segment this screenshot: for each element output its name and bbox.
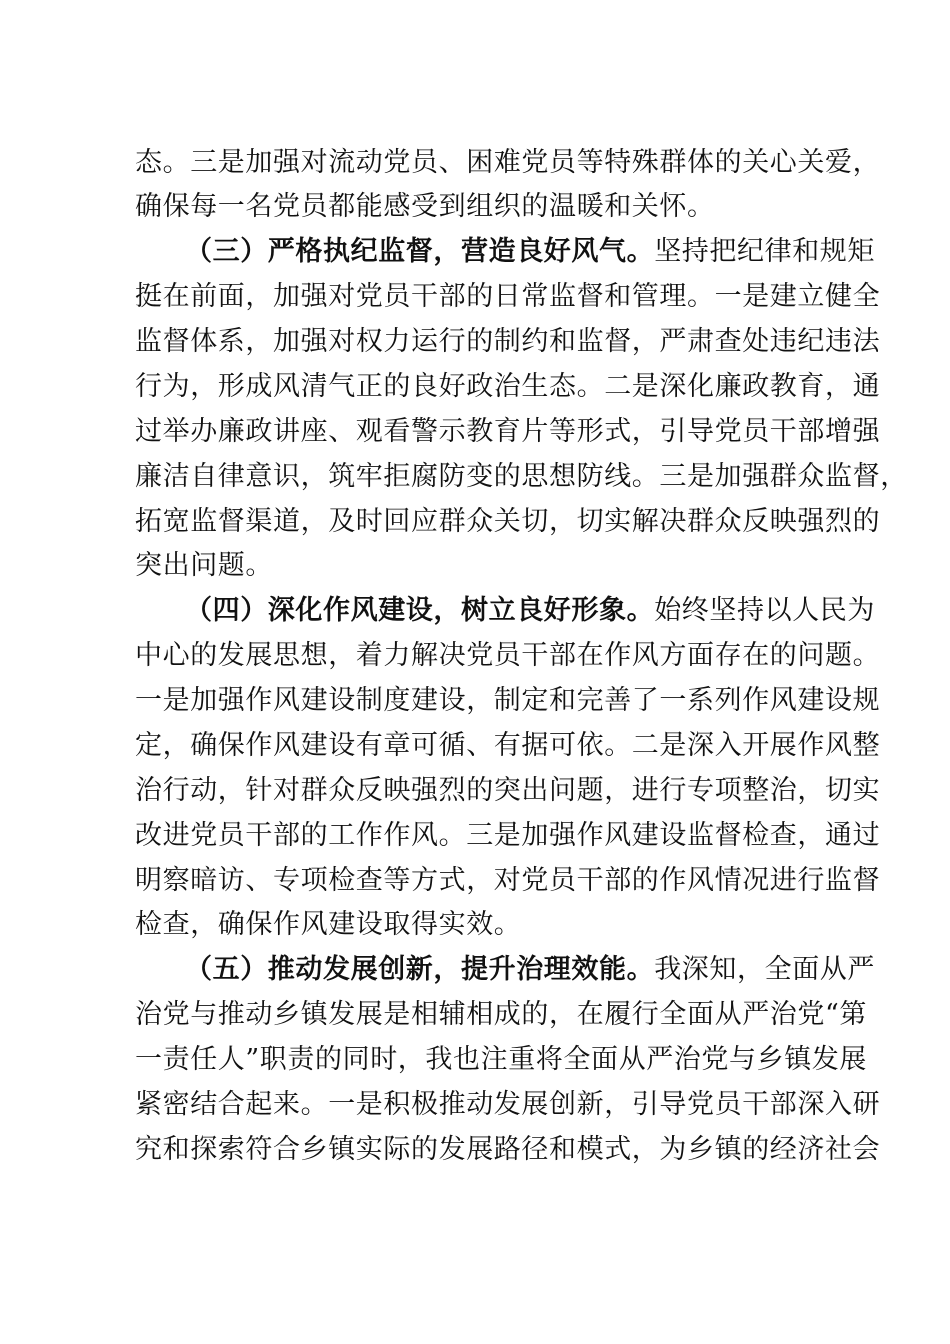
text-line: 改进党员干部的工作作风。三是加强作风建设监督检查，通过	[135, 820, 881, 851]
text-line: 行为，形成风清气正的良好政治生态。二是深化廉政教育，通	[135, 371, 881, 402]
text-line: 治行动，针对群众反映强烈的突出问题，进行专项整治，切实	[135, 775, 881, 806]
section-5-heading: （五）推动发展创新，提升治理效能。	[185, 954, 655, 985]
text-line: 一是加强作风建设制度建设，制定和完善了一系列作风建设规	[135, 685, 881, 716]
text-line: 态。三是加强对流动党员、困难党员等特殊群体的关心关爱，	[135, 147, 881, 178]
text-line: 治党与推动乡镇发展是相辅相成的，在履行全面从严治党“第	[135, 999, 868, 1030]
text-line: 究和探索符合乡镇实际的发展路径和模式，为乡镇的经济社会	[135, 1134, 881, 1165]
text-line: 过举办廉政讲座、观看警示教育片等形式，引导党员干部增强	[135, 416, 881, 447]
text-line: 挺在前面，加强对党员干部的日常监督和管理。一是建立健全	[135, 281, 881, 312]
text-line: 定，确保作风建设有章可循、有据可依。二是深入开展作风整	[135, 730, 881, 761]
text-line: 检查，确保作风建设取得实效。	[135, 909, 522, 940]
text-line: 紧密结合起来。一是积极推动发展创新，引导党员干部深入研	[135, 1089, 881, 1120]
text-line: 廉洁自律意识，筑牢拒腐防变的思想防线。三是加强群众监督，	[135, 461, 908, 492]
section-5-first-line: （五）推动发展创新，提升治理效能。我深知，全面从严	[185, 954, 876, 985]
text-line: 监督体系，加强对权力运行的制约和监督，严肃查处违纪违法	[135, 326, 881, 357]
text-line: 明察暗访、专项检查等方式，对党员干部的作风情况进行监督	[135, 865, 881, 896]
text-line: 确保每一名党员都能感受到组织的温暖和关怀。	[135, 191, 715, 222]
text-line: 中心的发展思想，着力解决党员干部在作风方面存在的问题。	[135, 640, 881, 671]
section-4-first-line: （四）深化作风建设，树立良好形象。始终坚持以人民为	[185, 595, 876, 626]
section-3-heading: （三）严格执纪监督，营造良好风气。	[185, 236, 655, 267]
text-line: 突出问题。	[135, 550, 273, 581]
text-line: 拓宽监督渠道，及时回应群众关切，切实解决群众反映强烈的	[135, 506, 881, 537]
section-4-heading: （四）深化作风建设，树立良好形象。	[185, 595, 655, 626]
text-line: 一责任人”职责的同时，我也注重将全面从严治党与乡镇发展	[135, 1044, 868, 1075]
section-3-first-line: （三）严格执纪监督，营造良好风气。坚持把纪律和规矩	[185, 236, 876, 267]
